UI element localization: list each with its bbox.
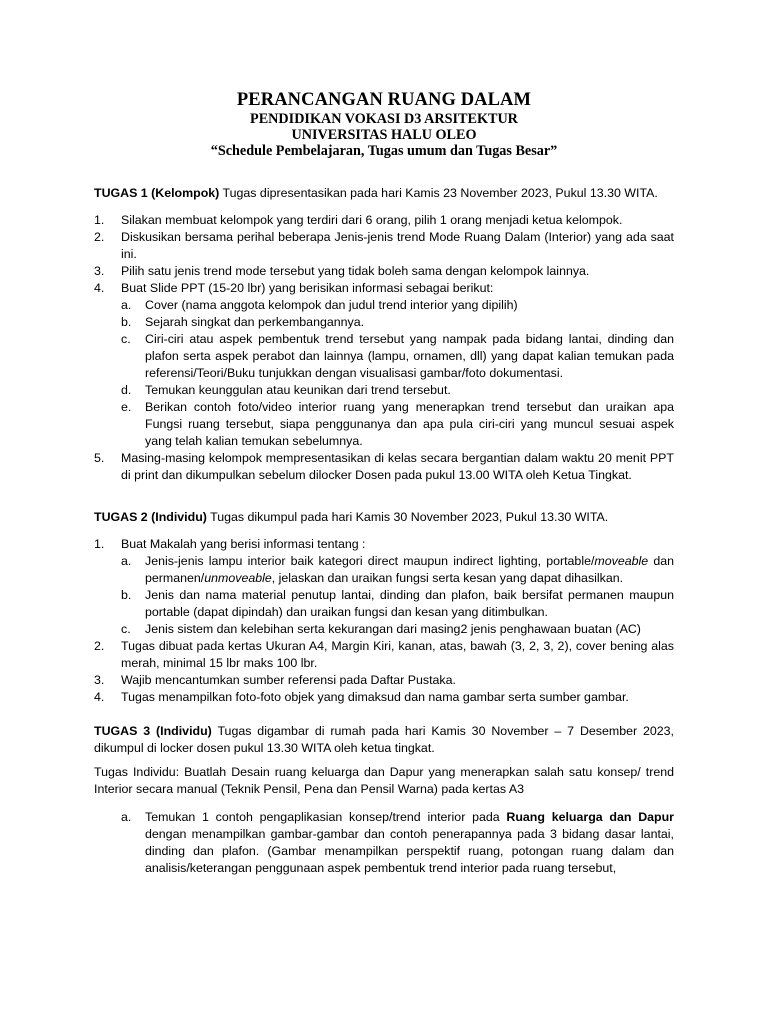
sub-item-text: Sejarah singkat dan perkembangannya. — [145, 315, 365, 329]
tugas1-heading — [94, 185, 674, 202]
sub-item-text: Temukan 1 contoh pengaplikasian konsep/trend interior pada Ruang keluarga dan Dapur dengan menampilkan gambar-gambar dan contoh penerapannya pada 3 bidang dasar lantai, dinding dan plafon. (Gambar menampilkan perspektif ruang, potongan ruang dalam dan analisis/keterangan penggunaan aspek pembentuk trend interior pada ruang tersebut, — [145, 810, 674, 875]
tugas3-instructions: Tugas Individu: Buatlah Desain ruang keluarga dan Dapur yang menerapkan salah satu konsep/ trend Interior secara manual (Teknik Pensil, Pena dan Pensil Warna) pada kertas A3 — [94, 765, 674, 796]
sub-item-letter: a. — [121, 298, 132, 312]
item-text: Diskusikan bersama perihal beberapa Jenis-jenis trend Mode Ruang Dalam (Interior) yang ada saat ini. — [121, 230, 674, 261]
sub-item-letter: c. — [121, 332, 131, 346]
sub-item-text: Berikan contoh foto/video interior ruang yang menerapkan trend tersebut dan uraikan apa Fungsi ruang tersebut, siapa penggunanya dan apa pula ciri-ciri yang muncul sesuai aspek yang telah kalian temukan sebelumnya. — [145, 400, 674, 448]
item-text: Masing-masing kelompok mempresentasikan di kelas secara bergantian dalam waktu 20 menit PPT di print dan dikumpulkan sebelum dilocker Dosen pada pukul 13.00 WITA oleh Ketua Tingkat. — [121, 451, 674, 482]
tugas3-desc: Tugas digambar di rumah pada hari Kamis 30 November – 7 Desember 2023, dikumpul di locker dosen pukul 13.30 WITA oleh ketua tingkat. — [94, 724, 674, 755]
item-text: Buat Slide PPT (15-20 lbr) yang berisikan informasi sebagai berikut: — [121, 281, 494, 295]
item-text: Tugas dibuat pada kertas Ukuran A4, Margin Kiri, kanan, atas, bawah (3, 2, 3, 2), cover bening alas merah, minimal 15 lbr maks 100 lbr. — [121, 639, 674, 670]
sub-item — [121, 382, 674, 399]
list-item — [94, 638, 674, 672]
document-header — [0, 89, 768, 159]
item-text: Buat Makalah yang berisi informasi tentang : — [121, 537, 366, 551]
sub-item-text: Jenis dan nama material penutup lantai, dinding dan plafon, baik bersifat permanen maupun portable (dapat dipindah) dan uraikan fungsi dan kesan yang ditimbulkan. — [145, 588, 674, 619]
tugas2-list — [94, 536, 674, 706]
sub-item — [121, 297, 674, 314]
sub-item-letter: c. — [121, 622, 131, 636]
tugas1-list — [94, 212, 674, 484]
tugas3-label: TUGAS 3 (Individu) — [94, 724, 212, 738]
sub-item — [121, 587, 674, 621]
sub-item — [94, 809, 674, 877]
tugas2-desc: Tugas dikumpul pada hari Kamis 30 November 2023, Pukul 13.30 WITA. — [206, 510, 609, 524]
item-number: 4. — [94, 281, 105, 295]
sub-item-text: Temukan keunggulan atau keunikan dari trend tersebut. — [145, 383, 451, 397]
list-item — [94, 450, 674, 484]
sub-item — [121, 331, 674, 382]
tugas3-heading — [94, 723, 674, 757]
sub-item — [121, 314, 674, 331]
tugas2-heading — [94, 509, 674, 526]
sub-item — [121, 553, 674, 587]
item-text: Tugas menampilkan foto-foto objek yang dimaksud dan nama gambar serta sumber gambar. — [121, 690, 629, 704]
sub-item-letter: b. — [121, 588, 132, 602]
list-item — [94, 229, 674, 263]
document-title: PERANCANGAN RUANG DALAM — [236, 90, 532, 110]
item-text: Silakan membuat kelompok yang terdiri dari 6 orang, pilih 1 orang menjadi ketua kelompok. — [121, 213, 623, 227]
document-subtitle: “Schedule Pembelajaran, Tugas umum dan Tugas Besar” — [210, 143, 558, 159]
list-item — [94, 536, 674, 638]
item-number: 3. — [94, 264, 105, 278]
item-number: 2. — [94, 230, 105, 244]
sub-item-text: Jenis sistem dan kelebihan serta kekurangan dari masing2 jenis penghawaan buatan (AC) — [145, 622, 641, 636]
list-item — [94, 263, 674, 280]
list-item — [94, 672, 674, 689]
item-number: 1. — [94, 213, 105, 227]
list-item — [94, 689, 674, 706]
program-name: PENDIDIKAN VOKASI D3 ARSITEKTUR — [250, 111, 518, 127]
document-body — [94, 185, 674, 877]
list-item — [94, 280, 674, 450]
tugas1-label: TUGAS 1 (Kelompok) — [94, 186, 220, 200]
item-number: 1. — [94, 537, 105, 551]
item-number: 3. — [94, 673, 105, 687]
item-number: 4. — [94, 690, 105, 704]
tugas2-label: TUGAS 2 (Individu) — [94, 510, 207, 524]
item-number: 2. — [94, 639, 105, 653]
sub-item-letter: a. — [121, 810, 132, 824]
sub-item — [121, 399, 674, 450]
sub-item-letter: d. — [121, 383, 132, 397]
sub-item — [121, 621, 674, 638]
sub-item-text: Jenis-jenis lampu interior baik kategori direct maupun indirect lighting, portable/moveable dan permanen/unmoveable, jelaskan dan uraikan fungsi serta kesan yang dapat dihasilkan. — [145, 554, 674, 585]
sub-item-text: Ciri-ciri atau aspek pembentuk trend tersebut yang nampak pada bidang lantai, dinding dan plafon serta aspek perabot dan lainnya (lampu, ornamen, dll) yang dapat kalian temukan pada referensi/Teori/Buku tunjukkan dengan visualisasi gambar/foto dokumentasi. — [145, 332, 674, 380]
sub-item-letter: b. — [121, 315, 132, 329]
list-item — [94, 212, 674, 229]
item-text: Pilih satu jenis trend mode tersebut yang tidak boleh sama dengan kelompok lainnya. — [121, 264, 590, 278]
item-text: Wajib mencantumkan sumber referensi pada Daftar Pustaka. — [121, 673, 456, 687]
sub-item-text: Cover (nama anggota kelompok dan judul trend interior yang dipilih) — [145, 298, 518, 312]
university-name: UNIVERSITAS HALU OLEO — [291, 127, 477, 143]
tugas1-desc: Tugas dipresentasikan pada hari Kamis 23 November 2023, Pukul 13.30 WITA. — [219, 186, 658, 200]
sub-item-letter: e. — [121, 400, 132, 414]
sub-item-letter: a. — [121, 554, 132, 568]
item-number: 5. — [94, 451, 105, 465]
